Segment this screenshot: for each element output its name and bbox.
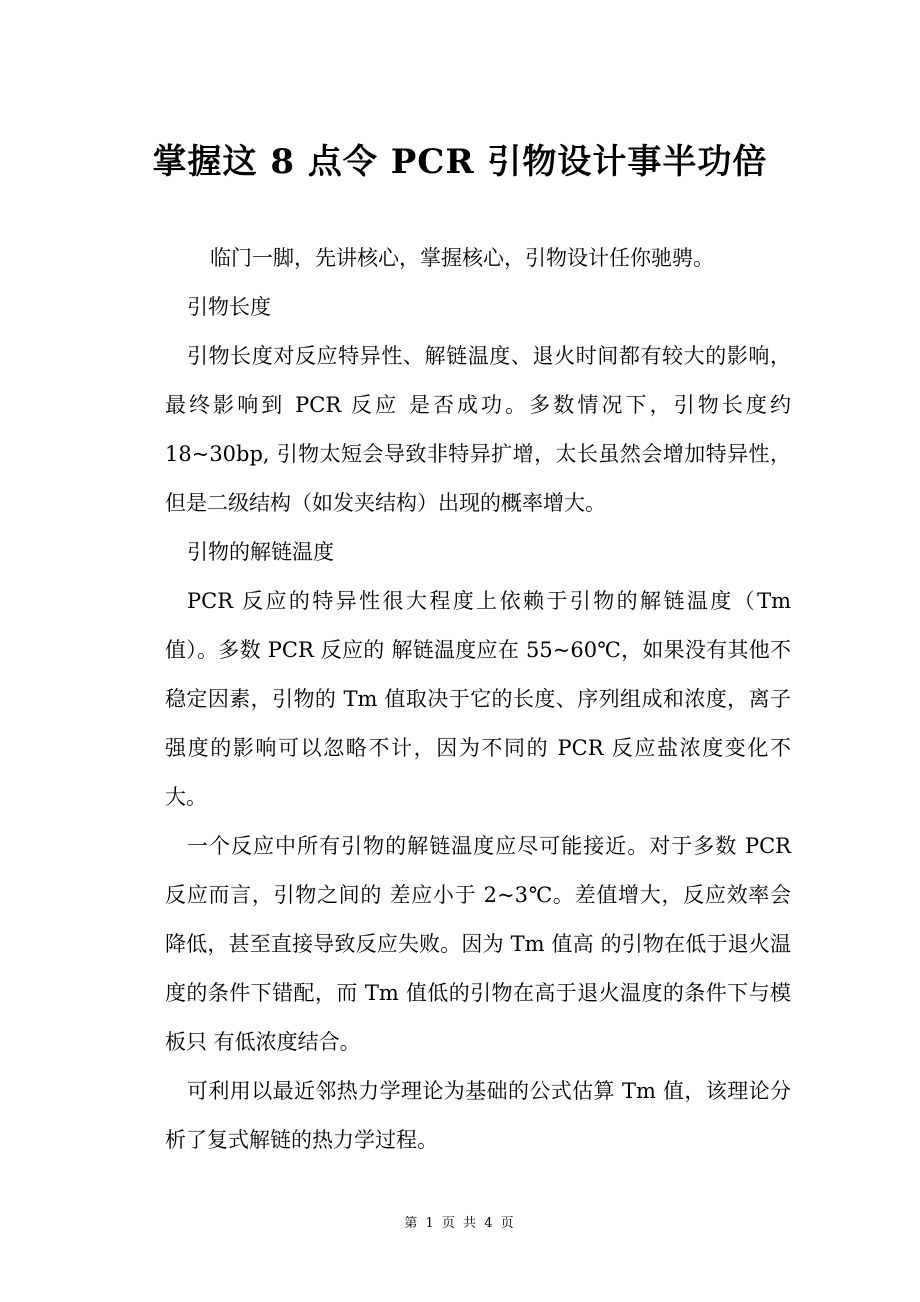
document-body [165, 234, 791, 1165]
paragraph-melting-temperature: PCR 反应的特异性很大程度上依赖于引物的解链温度（Tm 值）。多数 PCR 反应的 解链温度应在 55~60℃，如果没有其他不稳定因素，引物的 Tm 值取决于它的长度、序列组成和浓度，离子强度的影响可以忽略不计，因为不同的 PCR 反应盐浓度变化不大。 [165, 589, 791, 809]
section-heading-primer-length: 引物长度 [187, 295, 271, 319]
intro-paragraph: 临门一脚，先讲核心，掌握核心，引物设计任你驰骋。 [210, 246, 714, 270]
paragraph-primer-length: 引物长度对反应特异性、解链温度、退火时间都有较大的影响，最终影响到 PCR 反应 是否成功。多数情况下，引物长度约 18~30bp, 引物太短会导致非特异扩增，太长虽然会增加特异性，但是二级结构（如发夹结构）出现的概率增大。 [165, 344, 791, 515]
page-footer: 第 1 页 共 4 页 [404, 1216, 516, 1231]
document-title: 掌握这 8 点令 PCR 引物设计事半功倍 [152, 142, 768, 182]
section-heading-melting-temperature: 引物的解链温度 [187, 540, 334, 564]
paragraph-tm-estimation: 可利用以最近邻热力学理论为基础的公式估算 Tm 值，该理论分析了复式解链的热力学过程。 [165, 1079, 791, 1152]
paragraph-tm-difference: 一个反应中所有引物的解链温度应尽可能接近。对于多数 PCR 反应而言，引物之间的 差应小于 2~3℃。差值增大，反应效率会降低，甚至直接导致反应失败。因为 Tm 值高 的引物在低于退火温度的条件下错配，而 Tm 值低的引物在高于退火温度的条件下与模板只 有低浓度结合。 [165, 834, 791, 1054]
